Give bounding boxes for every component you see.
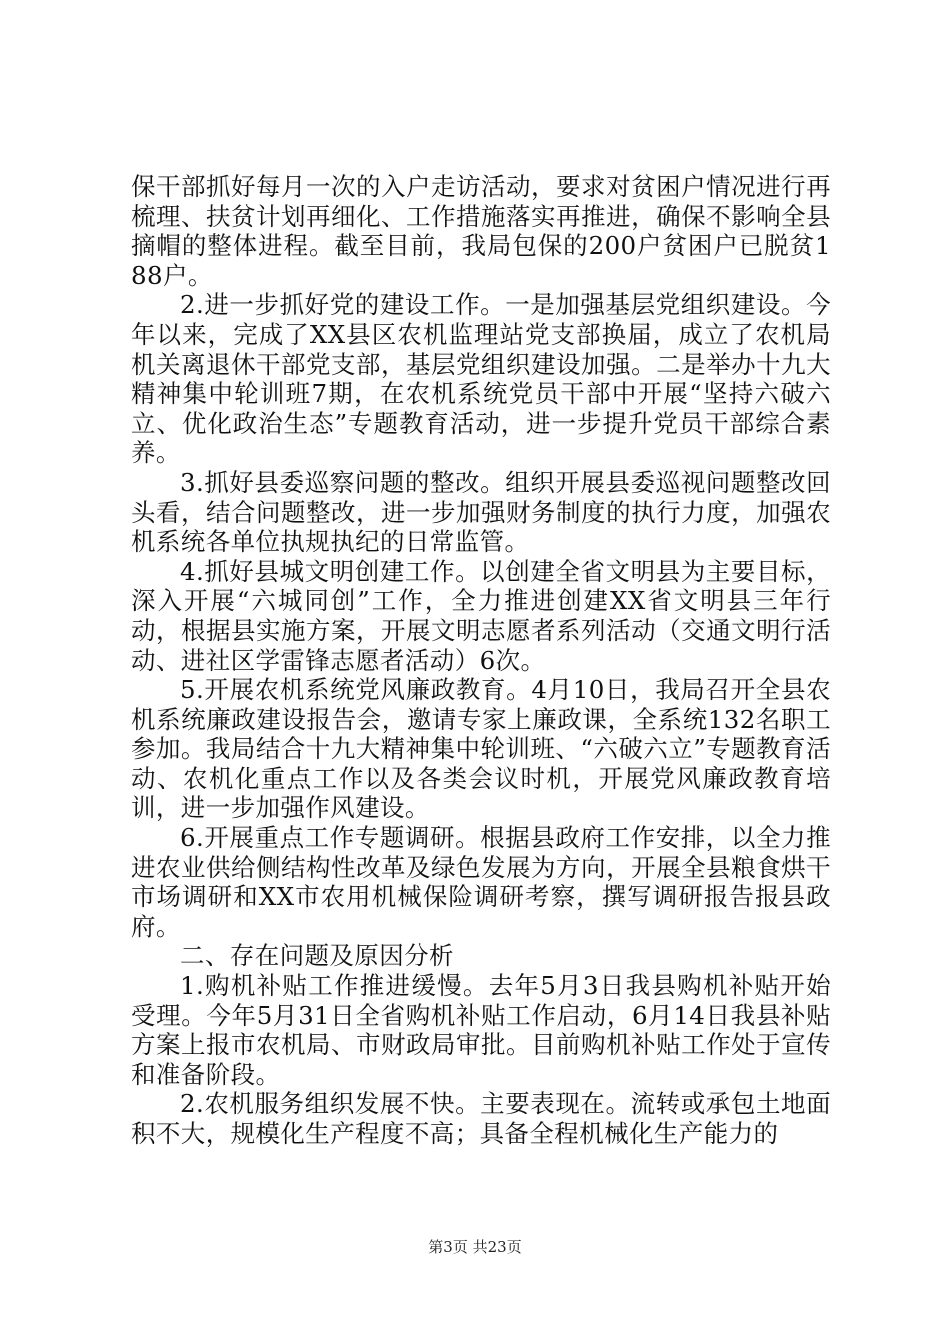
paragraph-6: 6.开展重点工作专题调研。根据县政府工作安排，以全力推进农业供给侧结构性改革及绿色发展为方向，开展全县粮食烘干市场调研和XX市农用机械保险调研考察，撰写调研报告报县政府。 [131,823,831,941]
section-heading: 二、存在问题及原因分析 [180,941,454,971]
paragraph-3: 3.抓好县委巡察问题的整改。组织开展县委巡视问题整改回头看，结合问题整改，进一步加强财务制度的执行力度，加强农机系统各单位执规执纪的日常监管。 [131,467,831,557]
paragraph-8: 2.农机服务组织发展不快。主要表现在。流转或承包土地面积不大，规模化生产程度不高；具备全程机械化生产能力的 [131,1089,831,1148]
paragraph-7: 1.购机补贴工作推进缓慢。去年5月3日我县购机补贴开始受理。今年5月31日全省购机补贴工作启动，6月14日我县补贴方案上报市农机局、市财政局审批。目前购机补贴工作处于宣传和准备阶段。 [131,971,831,1089]
document-body [131,172,831,1149]
paragraph-2: 2.进一步抓好党的建设工作。一是加强基层党组织建设。今年以来，完成了XX县区农机监理站党支部换届，成立了农机局机关离退休干部党支部，基层党组织建设加强。二是举办十九大精神集中轮训班7期，在农机系统党员干部中开展“坚持六破六立、优化政治生态”专题教育活动，进一步提升党员干部综合素养。 [131,290,831,468]
paragraph-5: 5.开展农机系统党风廉政教育。4月10日，我局召开全县农机系统廉政建设报告会，邀请专家上廉政课，全系统132名职工参加。我局结合十九大精神集中轮训班、“六破六立”专题教育活动、农机化重点工作以及各类会议时机，开展党风廉政教育培训，进一步加强作风建设。 [131,675,831,823]
paragraph-1: 保干部抓好每月一次的入户走访活动，要求对贫困户情况进行再梳理、扶贫计划再细化、工作措施落实再推进，确保不影响全县摘帽的整体进程。截至目前，我局包保的200户贫困户已脱贫188户。 [131,172,831,290]
page-number-footer: 第3页 共23页 [428,1238,522,1256]
paragraph-4: 4.抓好县城文明创建工作。以创建全省文明县为主要目标，深入开展“六城同创”工作，全力推进创建XX省文明县三年行动，根据县实施方案，开展文明志愿者系列活动（交通文明行活动、进社区学雷锋志愿者活动）6次。 [131,556,831,675]
